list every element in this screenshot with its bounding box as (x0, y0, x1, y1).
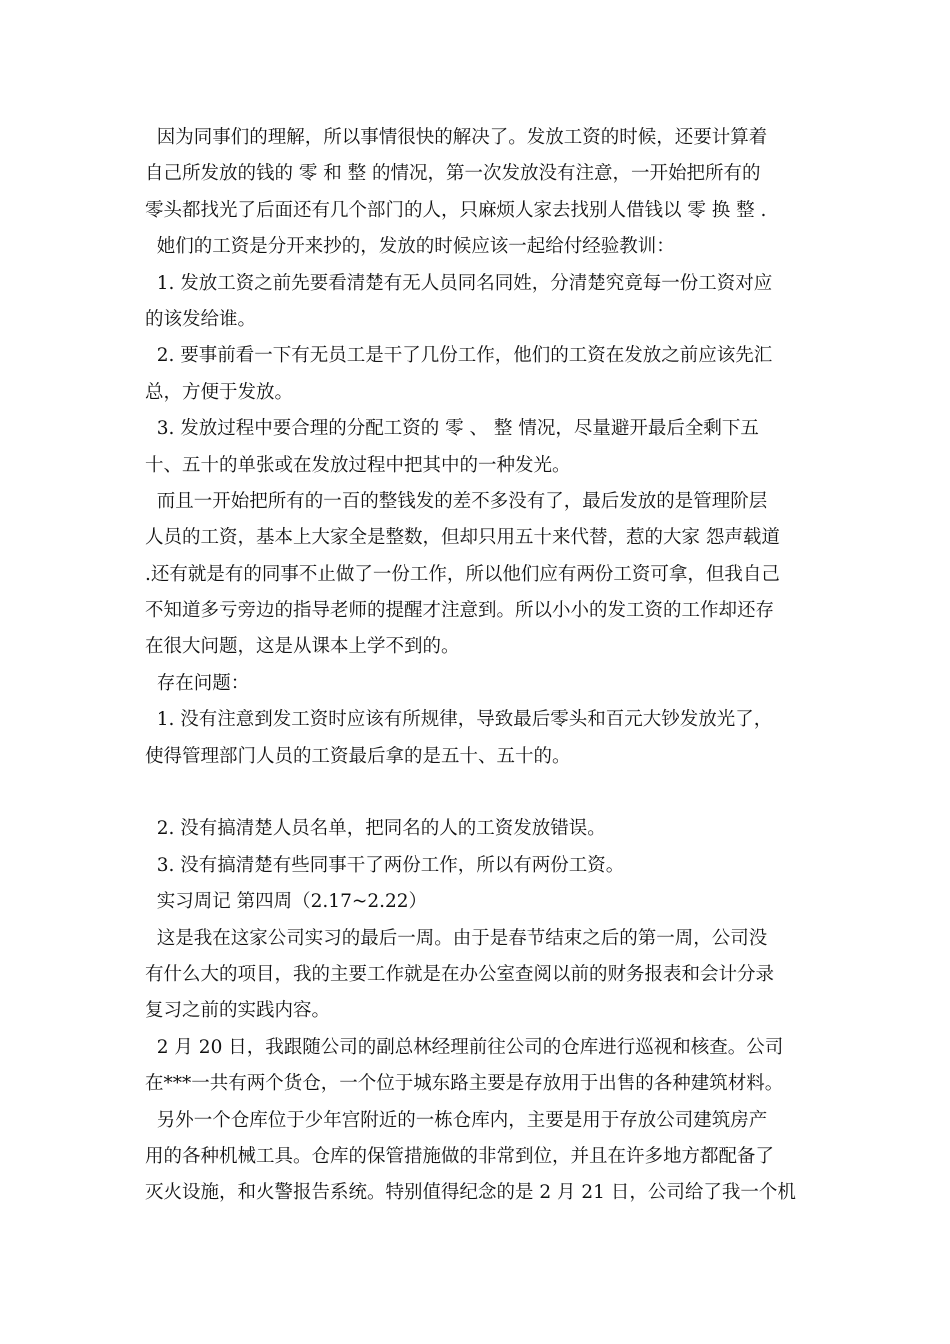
text-line: 十、五十的单张或在发放过程中把其中的一种发光。 (145, 454, 571, 476)
text-line: 总，方便于发放。 (145, 381, 294, 403)
text-line: 这是我在这家公司实习的最后一周。由于是春节结束之后的第一周，公司没 (145, 927, 768, 949)
text-line: 在***一共有两个货仓，一个位于城东路主要是存放用于出售的各种建筑材料。 (145, 1073, 784, 1095)
text-line: 的该发给谁。 (145, 308, 257, 330)
text-line: 她们的工资是分开来抄的，发放的时候应该一起给付经验教训： (145, 236, 675, 258)
text-line: 2. 要事前看一下有无员工是干了几份工作，他们的工资在发放之前应该先汇 (145, 345, 773, 367)
text-line: 因为同事们的理解，所以事情很快的解决了。发放工资的时候，还要计算着 (145, 127, 768, 148)
text-line: 自己所发放的钱的 零 和 整 的情况，第一次发放没有注意，一开始把所有的 (145, 163, 761, 185)
text-line: 3. 发放过程中要合理的分配工资的 零 、 整 情况，尽量避开最后全剩下五 (145, 418, 759, 440)
section-heading: 实习周记 第四周（2.17~2.22） (145, 891, 428, 913)
text-line: 用的各种机械工具。仓库的保管措施做的非常到位，并且在许多地方都配备了 (145, 1145, 775, 1167)
text-line: 人员的工资，基本上大家全是整数，但却只用五十来代替，惹的大家 怨声载道 (145, 527, 780, 549)
text-line: 使得管理部门人员的工资最后拿的是五十、五十的。 (145, 745, 571, 767)
text-line: 零头都找光了后面还有几个部门的人，只麻烦人家去找别人借钱以 零 换 整 . (145, 199, 767, 221)
text-line: 不知道多亏旁边的指导老师的提醒才注意到。所以小小的发工资的工作却还存 (145, 600, 775, 622)
text-line: 另外一个仓库位于少年宫附近的一栋仓库内，主要是用于存放公司建筑房产 (145, 1109, 768, 1131)
text-line: 2. 没有搞清楚人员名单，把同名的人的工资发放错误。 (145, 818, 606, 840)
text-line: .还有就是有的同事不止做了一份工作，所以他们应有两份工资可拿，但我自己 (145, 563, 780, 585)
blank-line (145, 775, 807, 811)
text-line: 在很大问题，这是从课本上学不到的。 (145, 636, 460, 658)
text-line: 灭火设施，和火警报告系统。特别值得纪念的是 2 月 21 日，公司给了我一个机 (145, 1182, 796, 1204)
text-line: 3. 没有搞清楚有些同事干了两份工作，所以有两份工资。 (145, 854, 625, 876)
text-line: 1. 发放工资之前先要看清楚有无人员同名同姓，分清楚究竟每一份工资对应 (145, 272, 773, 294)
text-line: 存在问题： (145, 672, 250, 694)
text-line: 2 月 20 日，我跟随公司的副总林经理前往公司的仓库进行巡视和核查。公司 (145, 1036, 784, 1058)
text-line: 而且一开始把所有的一百的整钱发的差不多没有了，最后发放的是管理阶层 (145, 490, 768, 512)
document-page (145, 120, 807, 1212)
text-line: 有什么大的项目，我的主要工作就是在办公室查阅以前的财务报表和会计分录 (145, 963, 775, 985)
text-line: 1. 没有注意到发工资时应该有所规律，导致最后零头和百元大钞发放光了， (145, 709, 773, 731)
text-line: 复习之前的实践内容。 (145, 1000, 331, 1022)
